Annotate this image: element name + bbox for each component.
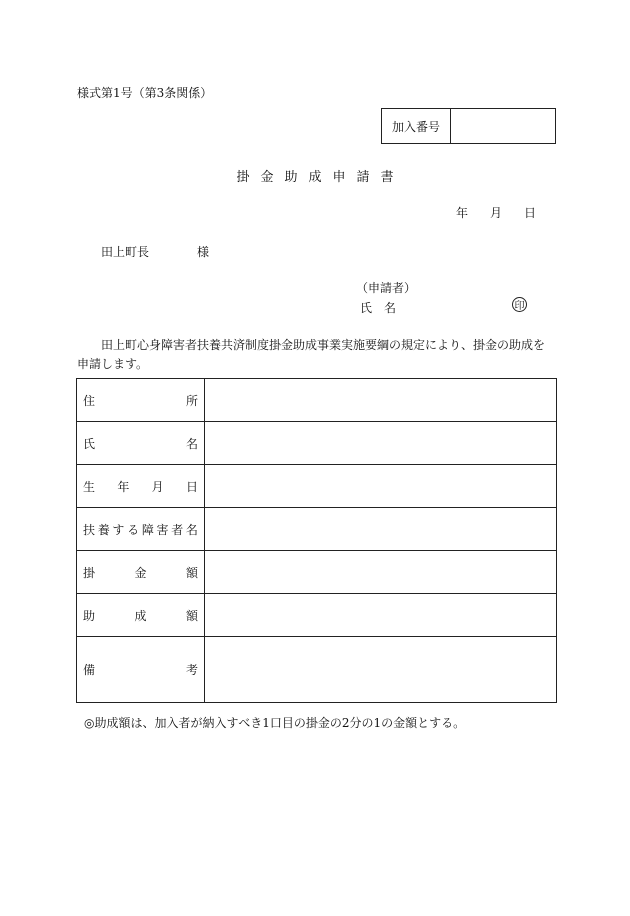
applicant-label: （申請者） — [356, 281, 417, 295]
member-number-box — [381, 108, 556, 144]
date-year-label: 年 — [456, 206, 469, 220]
application-table — [76, 378, 557, 703]
table-row — [77, 594, 557, 637]
row-label: 備 考 — [83, 663, 198, 677]
row-value-field[interactable] — [205, 379, 557, 422]
row-label-cell — [77, 465, 205, 508]
applicant-name-label: 氏 名 — [360, 301, 397, 315]
row-label: 生 年 月 日 — [83, 479, 198, 494]
row-label-cell — [77, 422, 205, 465]
row-label-cell — [77, 551, 205, 594]
addressee-honorific: 様 — [197, 245, 210, 259]
table-row — [77, 508, 557, 551]
row-label-cell — [77, 594, 205, 637]
table-row — [77, 551, 557, 594]
date-year-field[interactable] — [442, 204, 456, 221]
date-day-label: 日 — [524, 206, 537, 220]
member-number-field[interactable] — [451, 109, 555, 143]
seal-mark: 印 — [512, 297, 527, 312]
row-value-field[interactable] — [205, 508, 557, 551]
applicant-name-field[interactable] — [396, 299, 506, 316]
note: ◎助成額は、加入者が納入すべき1口目の掛金の2分の1の金額とする。 — [84, 716, 466, 730]
body-text: 田上町心身障害者扶養共済制度掛金助成事業実施要綱の規定により、掛金の助成を申請します。 — [77, 338, 546, 371]
table-row — [77, 637, 557, 703]
form-number: 様式第1号（第3条関係） — [77, 86, 213, 100]
row-label: 掛 金 額 — [83, 565, 198, 580]
table-row — [77, 465, 557, 508]
row-label: 扶 養 す る 障 害 者 名 — [83, 522, 198, 537]
row-value-field[interactable] — [205, 422, 557, 465]
applicant-name-line — [360, 299, 506, 316]
addressee-name: 田上町長 — [101, 245, 150, 259]
row-label: 住 所 — [83, 393, 198, 408]
row-value-field[interactable] — [205, 637, 557, 703]
member-number-label: 加入番号 — [382, 109, 451, 143]
table-row — [77, 379, 557, 422]
row-label: 氏 名 — [83, 436, 198, 451]
row-value-field[interactable] — [205, 594, 557, 637]
date-month-label: 月 — [490, 206, 503, 220]
row-label-cell — [77, 379, 205, 422]
row-label-cell — [77, 637, 205, 703]
row-value-field[interactable] — [205, 465, 557, 508]
row-label-cell — [77, 508, 205, 551]
page-title: 掛金助成申請書 — [236, 170, 405, 185]
row-value-field[interactable] — [205, 551, 557, 594]
row-label: 助 成 額 — [83, 608, 198, 623]
date-line — [442, 204, 536, 221]
table-row — [77, 422, 557, 465]
addressee — [101, 243, 209, 260]
